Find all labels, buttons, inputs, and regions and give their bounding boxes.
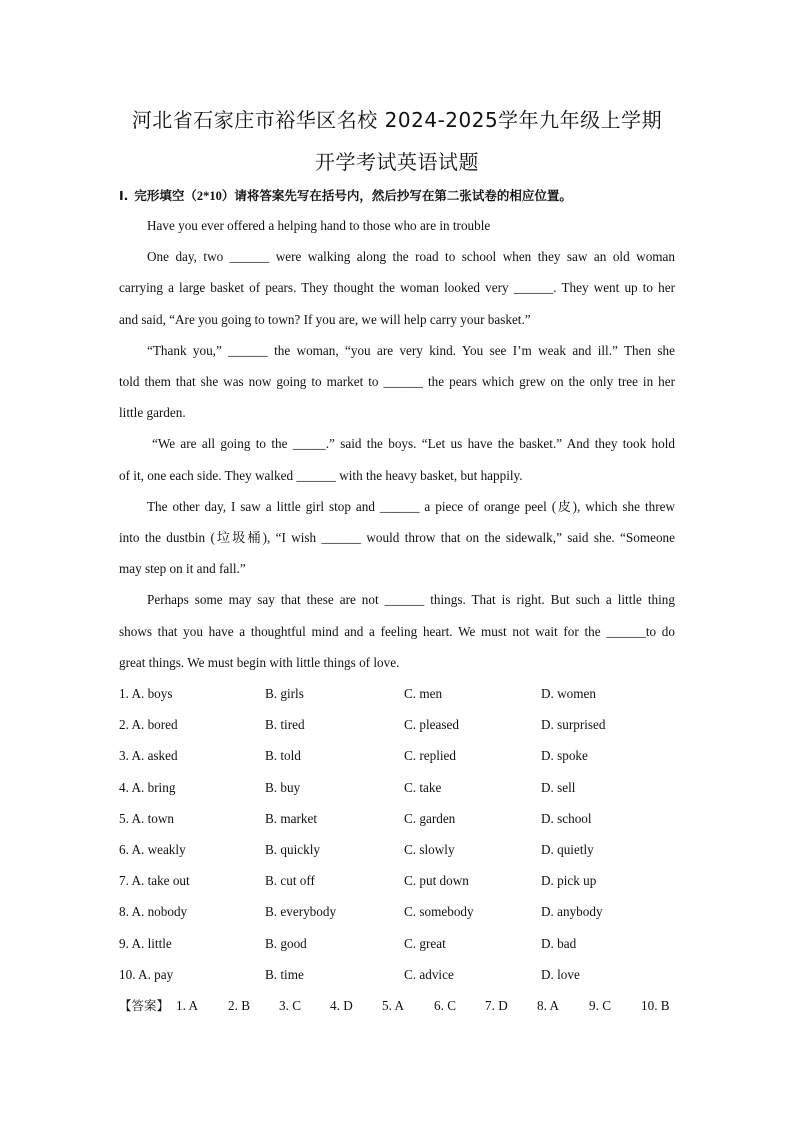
section-number: Ⅰ. (119, 188, 129, 203)
section-heading (119, 186, 689, 204)
answer-item: 10. B (641, 998, 670, 1013)
option-a: 3. A. asked (119, 748, 178, 763)
option-b: B. market (265, 811, 318, 826)
option-d: D. quietly (541, 842, 594, 857)
answer-label: 【答案】 (119, 998, 170, 1013)
option-c: C. pleased (404, 717, 459, 732)
passage-line: “We are all going to the _____.” said the boys. “Let us have the basket.” And they took hold (152, 436, 675, 451)
option-b: B. quickly (265, 842, 320, 857)
question-row (119, 934, 679, 954)
answer-item: 6. C (434, 998, 456, 1013)
option-a: 10. A. pay (119, 967, 174, 982)
option-a: 6. A. weakly (119, 842, 186, 857)
option-c: C. slowly (404, 842, 455, 857)
question-row (119, 746, 679, 766)
question-row (119, 871, 679, 891)
passage-line: and said, “Are you going to town? If you are, we will help carry your basket.” (119, 312, 531, 327)
passage-line: into the dustbin (垃圾桶), “I wish ______ would throw that on the sidewalk,” said she. “Someone (119, 530, 675, 545)
question-row (119, 715, 679, 735)
option-d: D. school (541, 811, 592, 826)
answer-item: 1. A (176, 998, 198, 1013)
passage-line: shows that you have a thoughtful mind and a feeling heart. We must not wait for the ______to do (119, 624, 675, 639)
passage-line: great things. We must begin with little things of love. (119, 655, 400, 670)
option-d: D. spoke (541, 748, 588, 763)
option-a: 8. A. nobody (119, 904, 188, 919)
question-row (119, 809, 679, 829)
answer-item: 4. D (330, 998, 353, 1013)
passage-line: Have you ever offered a helping hand to those who are in trouble (147, 218, 491, 233)
answer-item: 8. A (537, 998, 559, 1013)
option-c: C. men (404, 686, 443, 701)
passage-line: “Thank you,” ______ the woman, “you are very kind. You see I’m weak and ill.” Then she (147, 343, 675, 358)
option-b: B. told (265, 748, 301, 763)
option-b: B. cut off (265, 873, 315, 888)
passage-line: told them that she was now going to market to ______ the pears which grew on the only tree in her (119, 374, 675, 389)
answer-item: 3. C (279, 998, 301, 1013)
option-a: 5. A. town (119, 811, 174, 826)
exam-title-line2: 开学考试英语试题 (315, 150, 479, 174)
option-b: B. time (265, 967, 304, 982)
exam-title-line1: 河北省石家庄市裕华区名校 2024-2025学年九年级上学期 (131, 108, 663, 132)
answer-item: 9. C (589, 998, 611, 1013)
answer-key (119, 996, 679, 1016)
option-b: B. girls (265, 686, 304, 701)
question-row (119, 965, 679, 985)
question-row (119, 902, 679, 922)
option-c: C. garden (404, 811, 456, 826)
option-a: 7. A. take out (119, 873, 190, 888)
option-c: C. put down (404, 873, 469, 888)
section-name: 完形填空（ (134, 188, 197, 203)
section-instruction: ）请将答案先写在括号内，然后抄写在第二张试卷的相应位置。 (221, 188, 572, 203)
question-row (119, 778, 679, 798)
option-c: C. take (404, 780, 442, 795)
option-a: 2. A. bored (119, 717, 178, 732)
option-a: 1. A. boys (119, 686, 173, 701)
option-c: C. great (404, 936, 446, 951)
question-row (119, 684, 679, 704)
option-d: D. women (541, 686, 596, 701)
option-d: D. bad (541, 936, 577, 951)
section-score: 2*10 (196, 189, 222, 203)
passage-line: carrying a large basket of pears. They thought the woman looked very ______. They went up to her (119, 280, 675, 295)
option-a: 9. A. little (119, 936, 172, 951)
option-c: C. replied (404, 748, 457, 763)
option-b: B. everybody (265, 904, 337, 919)
option-d: D. anybody (541, 904, 603, 919)
passage-line: little garden. (119, 405, 186, 420)
option-c: C. somebody (404, 904, 474, 919)
option-c: C. advice (404, 967, 454, 982)
passage-line: The other day, I saw a little girl stop and ______ a piece of orange peel (皮), which she threw (147, 499, 675, 514)
option-b: B. buy (265, 780, 301, 795)
option-b: B. good (265, 936, 307, 951)
passage-line: One day, two ______ were walking along the road to school when they saw an old woman (147, 249, 675, 264)
option-d: D. sell (541, 780, 576, 795)
answer-item: 7. D (485, 998, 508, 1013)
passage-line: may step on it and fall.” (119, 561, 246, 576)
option-a: 4. A. bring (119, 780, 176, 795)
passage-line: of it, one each side. They walked ______ with the heavy basket, but happily. (119, 468, 523, 483)
passage-line: Perhaps some may say that these are not ______ things. That is right. But such a little thing (147, 592, 675, 607)
answer-item: 2. B (228, 998, 250, 1013)
question-row (119, 840, 679, 860)
option-d: D. pick up (541, 873, 597, 888)
answer-item: 5. A (382, 998, 404, 1013)
option-d: D. surprised (541, 717, 606, 732)
option-d: D. love (541, 967, 580, 982)
option-b: B. tired (265, 717, 305, 732)
